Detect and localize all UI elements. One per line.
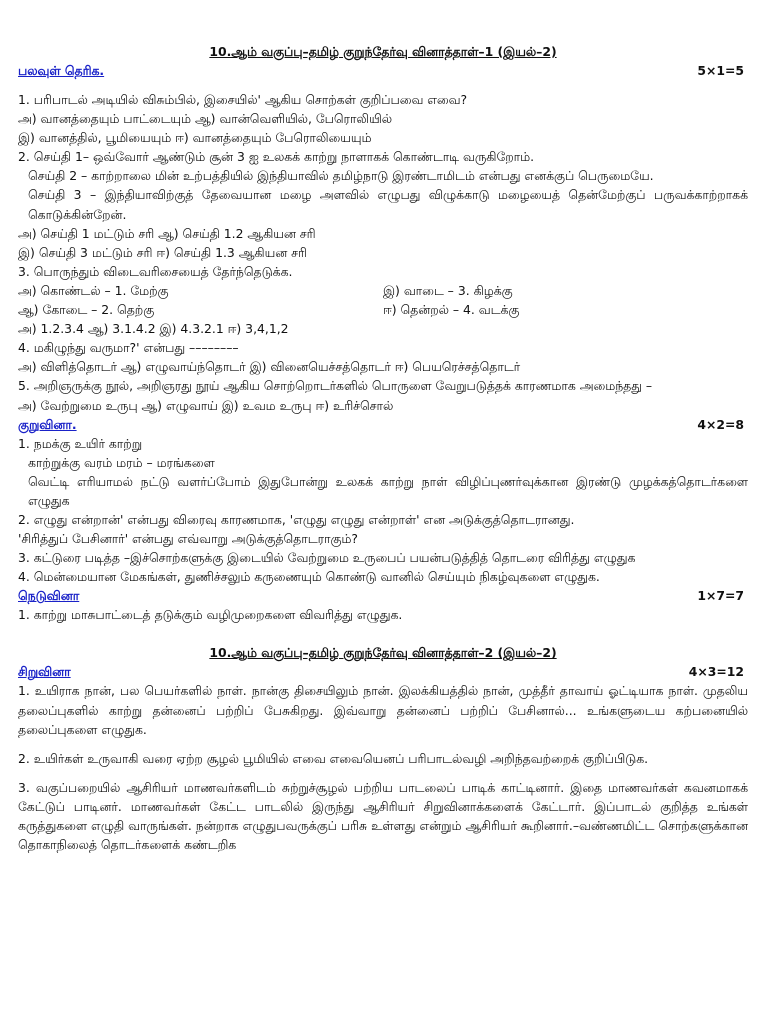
section-mcq-marks: 5×1=5 bbox=[697, 63, 744, 78]
long-q1: 1. காற்று மாசுபாட்டைத் தடுக்கும் வழிமுறைகளை விவரித்து எழுதுக. bbox=[18, 607, 403, 623]
paper1-title: 10.ஆம் வகுப்பு–தமிழ் குறுந்தேர்வு வினாத்தாள்–1 (இயல்–2) bbox=[209, 44, 557, 59]
mcq-q3-match-left-1: அ) கொண்டல் – 1. மேற்கு bbox=[18, 282, 169, 298]
paper2-title: 10.ஆம் வகுப்பு–தமிழ் குறுந்தேர்வு வினாத்தாள்–2 (இயல்–2) bbox=[209, 645, 557, 661]
question-paper bbox=[18, 42, 748, 854]
mcq-q4-options: அ) விளித்தொடர் ஆ) எழுவாய்ந்தொடர் இ) வினையெச்சத்தொடர் ஈ) பெயரெச்சத்தொடர் bbox=[18, 359, 521, 375]
mcq-q2-statement-2: செய்தி 2 – காற்றாலை மின் உற்பத்தியில் இந்தியாவில் தமிழ்நாடு இரண்டாமிடம் என்பது எனக்குப் பெருமையே. bbox=[28, 168, 654, 184]
section-long-heading: நெடுவினா bbox=[18, 588, 80, 604]
small-q3: 3. வகுப்பறையில் ஆசிரியர் மாணவர்களிடம் சுற்றுச்சூழல் பற்றிய பாடலைப் பாடிக் காட்டினார். இதை மாணவர்கள் கவனமாகக் கேட்டுப் பாடினர். மாணவர்கள் கேட்ட பாடலில் இருந்து ஆசிரியர் சிறுவினாக்களைக் கேட்டார். இப்பாடல் குறித்த உங்கள் கருத்துகளை எழுதி வாருங்கள். நன்றாக எழுதுபவருக்குப் பரிசு உள்ளது என்றும் ஆசிரியர் கூறினார்.–வண்ணமிட்ட சொற்களுக்கான தொகாநிலைத் தொடர்களைக் கண்டறிக bbox=[18, 779, 748, 853]
mcq-q2-options-1: அ) செய்தி 1 மட்டும் சரி ஆ) செய்தி 1.2 ஆகியன சரி bbox=[18, 225, 316, 241]
mcq-q3-match-row-2 bbox=[18, 300, 748, 319]
section-long-marks: 1×7=7 bbox=[697, 588, 744, 604]
mcq-q2-options-2: இ) செய்தி 3 மட்டும் சரி ஈ) செய்தி 1.3 ஆகியன சரி bbox=[18, 244, 307, 260]
section-short-marks: 4×2=8 bbox=[697, 416, 744, 432]
mcq-q4: 4. மகிழுந்து வருமா?' என்பது –––––––– bbox=[18, 340, 239, 356]
section-long-header bbox=[18, 586, 748, 605]
mcq-q2-statement-3: செய்தி 3 – இந்தியாவிற்குத் தேவையான மழை அளவில் எழுபது விழுக்காடு மழையைத் தென்மேற்குப் பருவக்காற்றாகக் கொடுக்கின்றேன். bbox=[28, 187, 748, 222]
section-mcq-header bbox=[18, 61, 748, 80]
mcq-q3-match-left-2: ஆ) கோடை – 2. தெற்கு bbox=[18, 302, 155, 318]
small-q1: 1. உயிராக நான், பல பெயர்களில் நாள். நான்கு திசையிலும் நான். இலக்கியத்தில் நான், முத்தீர் தாவாய் ஓட்டியாக நாள். முதலிய தலைப்புகளில் காற்று தன்னைப் பற்றிப் பேசுகிறது. இவ்வாறு தன்னைப் பற்றிப் பேசினால்... உங்களுடைய கற்பனையில் தலைப்புகளை எழுதுக. bbox=[18, 683, 748, 737]
mcq-q1-options-2: இ) வானத்தில், பூமியையும் ஈ) வானத்தையும் பேரொலியையும் bbox=[18, 130, 372, 146]
mcq-q1-options-1: அ) வானத்தையும் பாட்டையும் ஆ) வான்வெளியில், பேரொலியில் bbox=[18, 111, 392, 127]
short-q1-line-2: காற்றுக்கு வரம் மரம் – மரங்களை bbox=[28, 454, 215, 470]
mcq-q3-match-row-1 bbox=[18, 281, 748, 300]
section-short-header bbox=[18, 415, 748, 434]
section-short-heading: குறுவினா. bbox=[18, 416, 77, 432]
section-small-heading: சிறுவினா bbox=[18, 664, 71, 680]
mcq-q3: 3. பொருந்தும் விடைவரிசையைத் தேர்ந்தெடுக்க. bbox=[18, 263, 293, 279]
mcq-q3-options: அ) 1.2.3.4 ஆ) 3.1.4.2 இ) 4.3.2.1 ஈ) 3,4,1,2 bbox=[18, 321, 289, 337]
section-small-marks: 4×3=12 bbox=[688, 664, 744, 680]
mcq-q2-statement-1: 2. செய்தி 1– ஒவ்வோர் ஆண்டும் சூன் 3 ஐ உலகக் காற்று நாளாகக் கொண்டாடி வருகிறோம். bbox=[18, 149, 535, 165]
section-mcq-heading: பலவுள் தெரிக. bbox=[18, 63, 105, 78]
mcq-q1: 1. பரிபாடல் அடியில் விசும்பில், இசையில்' ஆகிய சொற்கள் குறிப்பவை எவை? bbox=[18, 92, 468, 107]
short-q1-line-3: வெட்டி எரியாமல் நட்டு வளர்ப்போம் இதுபோன்று உலகக் காற்று நாள் விழிப்புணர்வுக்கான இரண்டு முழக்கத்தொடர்களை எழுதுக bbox=[28, 473, 748, 508]
mcq-q3-match-right-2: ஈ) தென்றல் – 4. வடக்கு bbox=[383, 302, 520, 318]
short-q3: 3. கட்டுரை படித்த –இச்சொற்களுக்கு இடையில் வேற்றுமை உருபைப் பயன்படுத்தித் தொடரை விரித்து எழுதுக bbox=[18, 550, 636, 566]
short-q2-line-2: 'சிரித்துப் பேசினார்' என்பது எவ்வாறு அடுக்குத்தொடராகும்? bbox=[18, 531, 358, 547]
mcq-q5-options: அ) வேற்றுமை உருபு ஆ) எழுவாய் இ) உவம உருபு ஈ) உரிச்சொல் bbox=[18, 397, 394, 413]
section-small-header bbox=[18, 662, 748, 681]
small-q2: 2. உயிர்கள் உருவாகி வரை ஏற்ற சூழல் பூமியில் எவை எவையெனப் பரிபாடல்வழி அறிந்தவற்றைக் குறிப்பிடுக. bbox=[18, 750, 649, 766]
short-q4: 4. மென்மையான மேகங்கள், துணிச்சலும் கருணையும் கொண்டு வானில் செய்யும் நிகழ்வுகளை எழுதுக. bbox=[18, 569, 600, 585]
mcq-q5: 5. அறிஞருக்கு நூல், அறிஞரது நூய் ஆகிய சொற்றொடர்களில் பொருளை வேறுபடுத்தக் காரணமாக அமைந்தது – bbox=[18, 378, 653, 394]
short-q1-line-1: 1. நமக்கு உயிர் காற்று bbox=[18, 435, 143, 451]
mcq-q3-match-right-1: இ) வாடை – 3. கிழக்கு bbox=[383, 282, 513, 298]
short-q2-line-1: 2. எழுது என்றான்' என்பது விரைவு காரணமாக, 'எழுது எழுது என்றாள்' என அடுக்குத்தொடரானது. bbox=[18, 511, 575, 527]
